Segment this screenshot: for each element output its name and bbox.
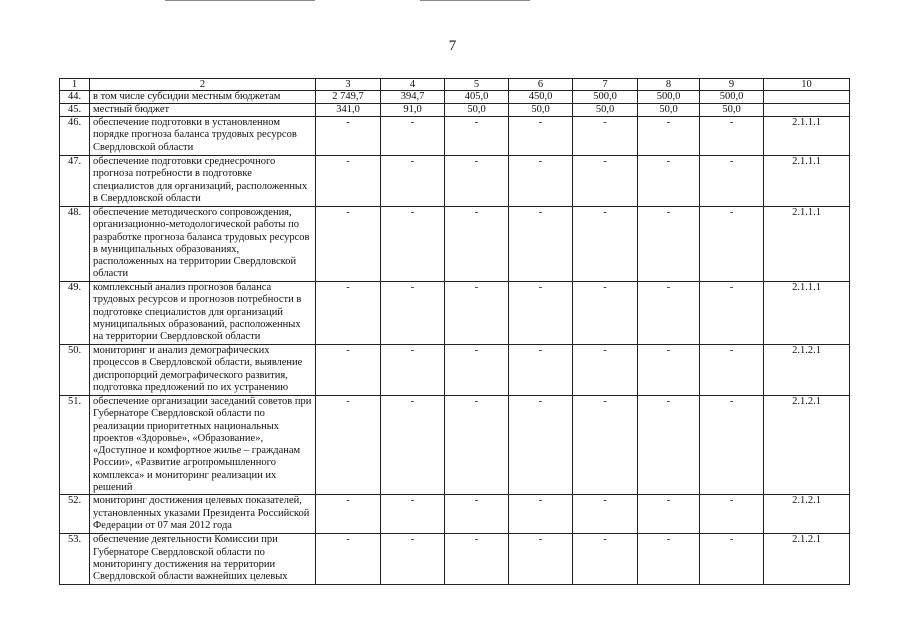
row-value-cell: - [316, 495, 381, 534]
row-description-cell: мониторинг достижения целевых показателей, установленных указами Президента Российской Федерации от 07 мая 2012 года [90, 495, 316, 534]
row-value-cell: 500,0 [700, 91, 764, 104]
header-cell: 10 [764, 79, 850, 91]
row-value-cell: 50,0 [445, 104, 509, 117]
header-cell: 8 [638, 79, 700, 91]
row-value-cell: 500,0 [573, 91, 638, 104]
row-number-cell: 44. [60, 91, 90, 104]
page-top-rule [420, 0, 530, 1]
row-description-cell: в том числе субсидии местным бюджетам [90, 91, 316, 104]
row-code-cell: 2.1.1.1 [764, 156, 850, 207]
table-row [60, 534, 850, 585]
row-value-cell: - [573, 396, 638, 495]
header-cell: 4 [381, 79, 445, 91]
row-value-cell: - [381, 117, 445, 156]
row-value-cell: - [381, 396, 445, 495]
row-value-cell: - [445, 282, 509, 345]
row-value-cell: 450,0 [509, 91, 573, 104]
row-number-cell: 51. [60, 396, 90, 495]
row-value-cell: 50,0 [638, 104, 700, 117]
row-description-cell: комплексный анализ прогнозов баланса трудовых ресурсов и прогнозов потребности в подготовке специалистов для организаций муниципальных образований, расположенных на территории Свердловской области [90, 282, 316, 345]
row-description-cell: мониторинг и анализ демографических процессов в Свердловской области, выявление диспропорций демографического развития, подготовка предложений по их устранению [90, 345, 316, 396]
row-value-cell: - [509, 156, 573, 207]
row-value-cell: - [638, 495, 700, 534]
row-value-cell: - [573, 534, 638, 585]
row-value-cell: - [445, 156, 509, 207]
row-value-cell: - [638, 282, 700, 345]
row-value-cell: - [638, 156, 700, 207]
row-value-cell: - [316, 396, 381, 495]
row-value-cell: - [445, 117, 509, 156]
row-number-cell: 48. [60, 207, 90, 282]
row-code-cell: 2.1.2.1 [764, 396, 850, 495]
row-value-cell: - [700, 495, 764, 534]
table-row [60, 495, 850, 534]
row-value-cell: - [316, 117, 381, 156]
program-table [59, 78, 850, 585]
row-description-cell: обеспечение подготовки в установленном порядке прогноза баланса трудовых ресурсов Свердловской области [90, 117, 316, 156]
row-value-cell: 394,7 [381, 91, 445, 104]
page-top-rule [165, 0, 315, 1]
row-value-cell: 405,0 [445, 91, 509, 104]
row-value-cell: 2 749,7 [316, 91, 381, 104]
row-value-cell: - [638, 396, 700, 495]
row-value-cell: - [573, 117, 638, 156]
row-value-cell: 50,0 [700, 104, 764, 117]
table-row [60, 156, 850, 207]
row-number-cell: 52. [60, 495, 90, 534]
header-cell: 2 [90, 79, 316, 91]
row-code-cell: 2.1.2.1 [764, 345, 850, 396]
row-value-cell: - [509, 345, 573, 396]
row-number-cell: 45. [60, 104, 90, 117]
row-value-cell: - [316, 282, 381, 345]
row-value-cell: - [638, 117, 700, 156]
row-description-cell: местный бюджет [90, 104, 316, 117]
row-value-cell: 500,0 [638, 91, 700, 104]
row-value-cell: - [573, 345, 638, 396]
row-value-cell: - [445, 345, 509, 396]
row-value-cell: - [509, 396, 573, 495]
row-code-cell: 2.1.1.1 [764, 117, 850, 156]
row-description-cell: обеспечение методического сопровождения, организационно-методологической работы по разработке прогноза баланса трудовых ресурсов в муниципальных образованиях, расположенных на территории Свердловской области [90, 207, 316, 282]
row-code-cell: 2.1.1.1 [764, 282, 850, 345]
row-value-cell: - [638, 345, 700, 396]
table-row [60, 91, 850, 104]
row-value-cell: - [638, 534, 700, 585]
row-value-cell: - [381, 495, 445, 534]
row-number-cell: 53. [60, 534, 90, 585]
row-value-cell: - [381, 345, 445, 396]
row-value-cell: - [445, 396, 509, 495]
row-value-cell: - [445, 207, 509, 282]
row-value-cell: 341,0 [316, 104, 381, 117]
row-value-cell: - [316, 534, 381, 585]
row-number-cell: 46. [60, 117, 90, 156]
row-value-cell: - [700, 117, 764, 156]
row-value-cell: - [509, 495, 573, 534]
row-value-cell: - [445, 495, 509, 534]
row-value-cell: - [316, 345, 381, 396]
row-value-cell: - [445, 534, 509, 585]
table-row [60, 282, 850, 345]
row-code-cell [764, 91, 850, 104]
row-value-cell: - [700, 156, 764, 207]
header-cell: 3 [316, 79, 381, 91]
row-value-cell: - [316, 207, 381, 282]
row-value-cell: - [638, 207, 700, 282]
table-row [60, 207, 850, 282]
page-number: 7 [448, 38, 457, 54]
row-value-cell: - [700, 282, 764, 345]
table-body [60, 79, 850, 585]
table-row [60, 104, 850, 117]
row-value-cell: 91,0 [381, 104, 445, 117]
row-value-cell: - [700, 396, 764, 495]
row-value-cell: 50,0 [573, 104, 638, 117]
row-description-cell: обеспечение подготовки среднесрочного прогноза потребности в подготовке специалистов для организаций, расположенных в Свердловской области [90, 156, 316, 207]
row-number-cell: 49. [60, 282, 90, 345]
header-cell: 1 [60, 79, 90, 91]
row-value-cell: - [700, 207, 764, 282]
row-value-cell: - [381, 282, 445, 345]
row-value-cell: - [509, 207, 573, 282]
row-number-cell: 47. [60, 156, 90, 207]
row-value-cell: - [381, 534, 445, 585]
table-row [60, 117, 850, 156]
row-value-cell: - [509, 282, 573, 345]
table-row [60, 345, 850, 396]
row-value-cell: - [381, 207, 445, 282]
row-value-cell: - [700, 534, 764, 585]
row-description-cell: обеспечение организации заседаний советов при Губернаторе Свердловской области по реализации приоритетных национальных проектов «Здоровье», «Образование», «Доступное и комфортное жилье – гражданам России», «Развитие агропромышленного комплекса» и мониторинг реализации их решений [90, 396, 316, 495]
row-value-cell: - [573, 156, 638, 207]
header-cell: 5 [445, 79, 509, 91]
row-value-cell: - [700, 345, 764, 396]
row-description-cell: обеспечение деятельности Комиссии при Губернаторе Свердловской области по мониторингу достижения на территории Свердловской области важнейших целевых [90, 534, 316, 585]
row-number-cell: 50. [60, 345, 90, 396]
row-value-cell: - [509, 534, 573, 585]
row-value-cell: - [573, 207, 638, 282]
row-code-cell: 2.1.2.1 [764, 495, 850, 534]
row-code-cell: 2.1.1.1 [764, 207, 850, 282]
row-code-cell: 2.1.2.1 [764, 534, 850, 585]
table-row [60, 396, 850, 495]
row-value-cell: - [316, 156, 381, 207]
row-value-cell: - [381, 156, 445, 207]
row-value-cell: 50,0 [509, 104, 573, 117]
table-header-row [60, 79, 850, 91]
row-code-cell [764, 104, 850, 117]
header-cell: 6 [509, 79, 573, 91]
row-value-cell: - [509, 117, 573, 156]
row-value-cell: - [573, 282, 638, 345]
row-value-cell: - [573, 495, 638, 534]
header-cell: 7 [573, 79, 638, 91]
header-cell: 9 [700, 79, 764, 91]
